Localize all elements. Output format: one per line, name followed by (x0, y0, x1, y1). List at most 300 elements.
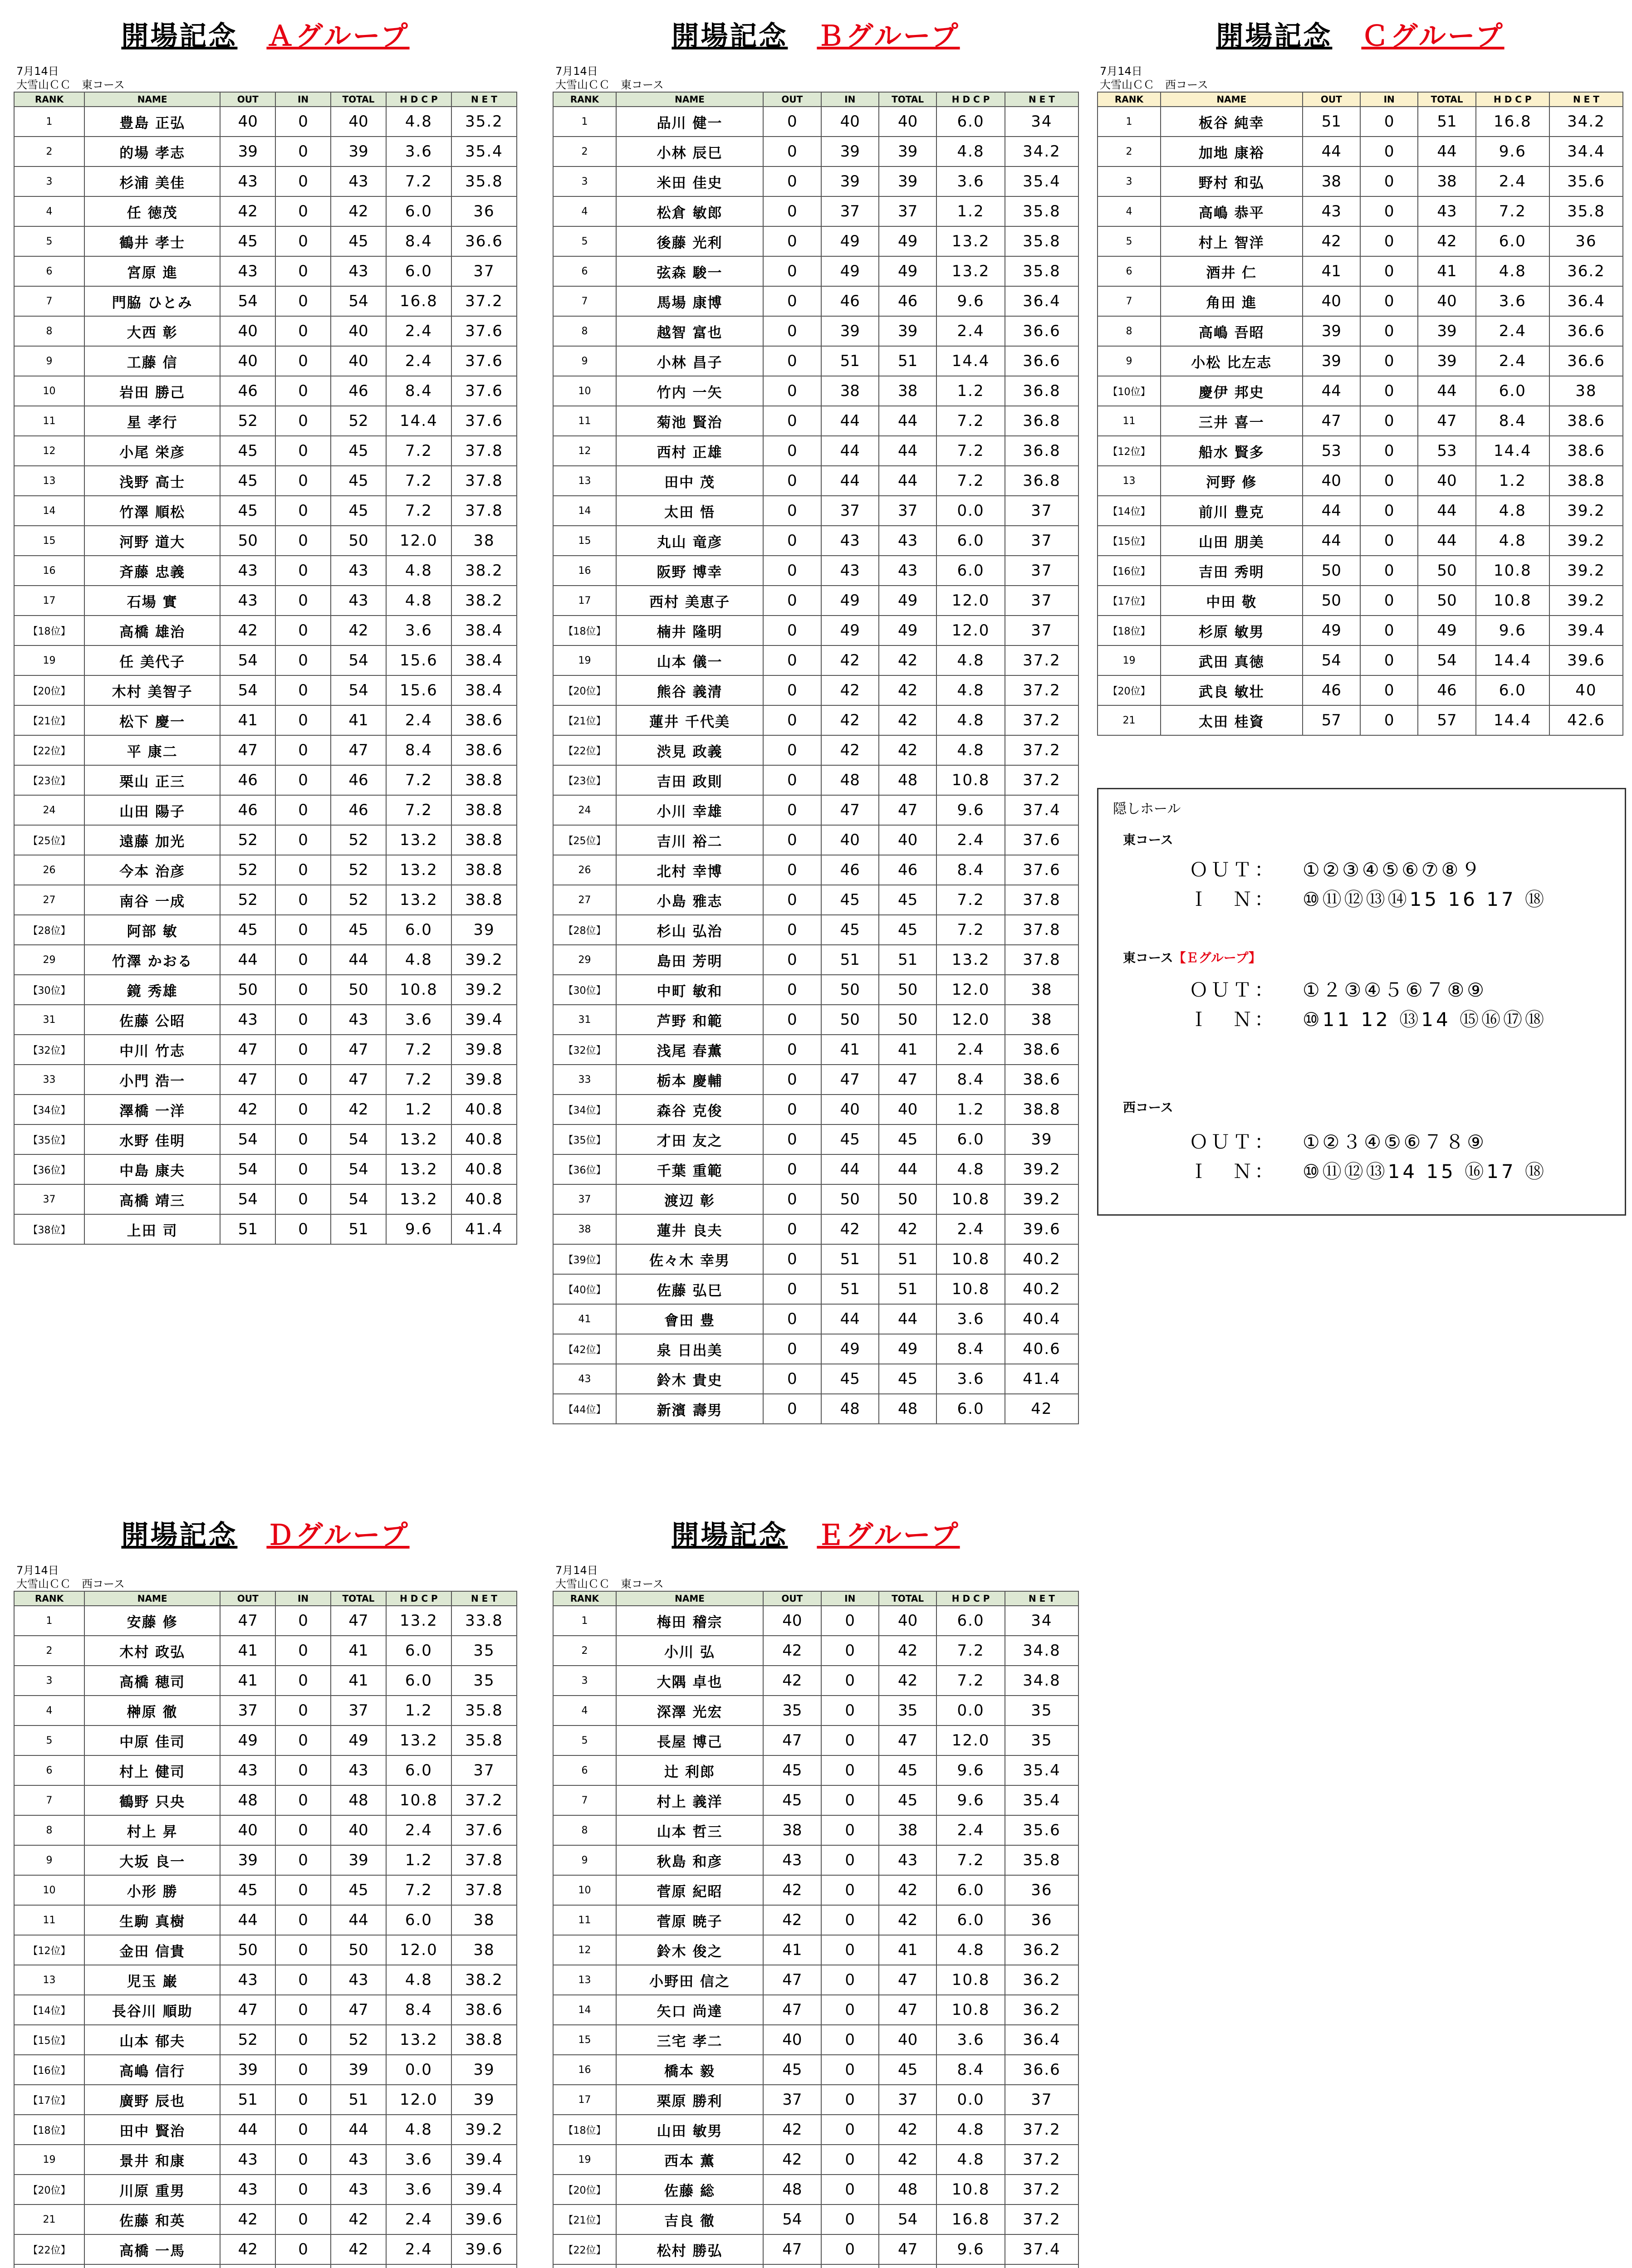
table-row (553, 735, 1078, 765)
in-cell: 0 (275, 1995, 331, 2025)
rank-cell: 【12位】 (14, 1935, 84, 1965)
rank-cell: 【35位】 (553, 1124, 616, 1154)
rank-cell: 33 (14, 1065, 84, 1095)
rank-cell: 4 (14, 196, 84, 226)
out-cell: 52 (220, 2025, 275, 2055)
net-cell: 38.6 (1005, 1035, 1078, 1065)
rank-cell: 7 (553, 1785, 616, 1815)
net-cell: 39.8 (451, 1035, 517, 1065)
net-cell: 37.2 (1005, 2175, 1078, 2204)
in-cell: 0 (1360, 166, 1418, 196)
in-cell: 50 (821, 1184, 879, 1214)
name-cell: 浅尾 春薫 (616, 1035, 763, 1065)
group-e (553, 1517, 1079, 2268)
rank-cell: 【21位】 (14, 705, 84, 735)
hdcp-cell: 3.6 (1476, 286, 1549, 316)
table-row (14, 1666, 517, 1696)
out-cell: 0 (763, 376, 821, 406)
total-cell: 49 (879, 226, 936, 256)
hdcp-cell: 6.0 (386, 1666, 451, 1696)
out-cell: 40 (763, 2025, 821, 2055)
total-cell: 41 (879, 1035, 936, 1065)
table-row (1098, 705, 1623, 735)
total-cell: 37 (879, 196, 936, 226)
out-cell: 44 (220, 1905, 275, 1935)
in-cell: 0 (275, 496, 331, 526)
rank-cell: 12 (14, 436, 84, 466)
col-net-header: N E T (1005, 1591, 1078, 1606)
name-cell: 佐藤 総 (616, 2175, 763, 2204)
out-cell: 43 (220, 2175, 275, 2204)
total-cell: 47 (331, 735, 386, 765)
net-cell: 39.6 (1005, 1214, 1078, 1244)
hidden-holes-title: 隠しホール (1113, 801, 1181, 817)
net-cell: 39 (451, 2055, 517, 2085)
in-cell: 0 (821, 1875, 879, 1905)
name-cell: 蓮井 千代美 (616, 705, 763, 735)
hdcp-cell: 4.8 (936, 1154, 1005, 1184)
name-cell: 森谷 克俊 (616, 1095, 763, 1124)
name-cell: 河野 道大 (84, 526, 220, 556)
rank-cell: 19 (553, 2145, 616, 2175)
in-cell: 0 (275, 2115, 331, 2145)
rank-cell: 12 (553, 1935, 616, 1965)
net-cell: 36 (1005, 1905, 1078, 1935)
net-cell: 34.2 (1549, 107, 1623, 137)
rank-cell: 27 (14, 885, 84, 915)
table-row (553, 1394, 1078, 1424)
hdcp-cell: 0.0 (936, 1696, 1005, 1725)
total-cell: 51 (331, 1214, 386, 1244)
net-cell: 37.2 (1005, 675, 1078, 705)
col-name-header: NAME (1161, 92, 1303, 107)
hdcp-cell: 1.2 (386, 1696, 451, 1725)
hdcp-cell: 4.8 (936, 137, 1005, 166)
rank-cell: 24 (14, 795, 84, 825)
in-cell: 39 (821, 166, 879, 196)
net-cell: 40.2 (1005, 1274, 1078, 1304)
name-cell: 菅原 紀昭 (616, 1875, 763, 1905)
rank-cell: 14 (553, 496, 616, 526)
name-cell: 鈴木 貴史 (616, 1364, 763, 1394)
net-cell: 38.8 (451, 855, 517, 885)
table-row (14, 2264, 517, 2268)
rank-cell: 【35位】 (14, 1124, 84, 1154)
in-cell: 51 (821, 945, 879, 975)
net-cell: 37 (1005, 496, 1078, 526)
out-cell: 47 (220, 1995, 275, 2025)
hdcp-cell: 8.4 (386, 226, 451, 256)
name-cell: 竹内 一矢 (616, 376, 763, 406)
in-cell: 0 (275, 556, 331, 586)
table-header (1098, 92, 1623, 107)
hdcp-cell: 1.2 (936, 376, 1005, 406)
net-cell: 37.6 (1005, 855, 1078, 885)
table-row (14, 436, 517, 466)
table-row (14, 1636, 517, 1666)
table-row (1098, 436, 1623, 466)
out-cell: 43 (220, 1755, 275, 1785)
table-row (553, 436, 1078, 466)
in-cell: 0 (275, 1636, 331, 1666)
total-cell: 43 (331, 556, 386, 586)
table-row (553, 945, 1078, 975)
rank-cell: 5 (553, 1725, 616, 1755)
out-cell: 0 (763, 346, 821, 376)
total-cell: 49 (879, 256, 936, 286)
total-cell: 52 (331, 2025, 386, 2055)
hidden-holes-box (1097, 788, 1626, 1216)
out-cell: 0 (763, 526, 821, 556)
total-cell: 43 (1418, 196, 1475, 226)
table-row (1098, 107, 1623, 137)
net-cell: 37.2 (1005, 2115, 1078, 2145)
table-row (14, 1845, 517, 1875)
col-in-header: IN (1360, 92, 1418, 107)
total-cell: 46 (331, 765, 386, 795)
in-cell: 50 (821, 1005, 879, 1035)
rank-cell: 【21位】 (553, 2204, 616, 2234)
col-in-header: IN (821, 92, 879, 107)
net-cell: 38 (451, 1935, 517, 1965)
rank-cell: 1 (1098, 107, 1161, 137)
out-cell: 0 (763, 166, 821, 196)
total-cell: 45 (331, 496, 386, 526)
total-cell: 43 (879, 1845, 936, 1875)
group-b (553, 18, 1079, 1424)
in-cell: 0 (275, 166, 331, 196)
hidden-holes-west-in: Ｉ Ｎ： ⑩⑪⑫⑬14 15 ⑯17 ⑱ (1189, 1160, 1547, 1183)
table-row (14, 1755, 517, 1785)
name-cell: 小川 幸雄 (616, 795, 763, 825)
rank-cell: 【36位】 (14, 1154, 84, 1184)
out-cell: 40 (220, 316, 275, 346)
hdcp-cell: 14.4 (936, 346, 1005, 376)
out-cell: 42 (763, 1875, 821, 1905)
total-cell: 50 (1418, 556, 1475, 586)
hdcp-cell: 10.8 (936, 1965, 1005, 1995)
hdcp-cell: 2.4 (936, 825, 1005, 855)
in-cell: 51 (821, 1244, 879, 1274)
name-cell: 吉田 政則 (616, 765, 763, 795)
table-row (14, 226, 517, 256)
net-cell: 38.6 (451, 1995, 517, 2025)
rank-cell: 【39位】 (553, 1244, 616, 1274)
hdcp-cell (386, 2264, 451, 2268)
rank-cell: 3 (553, 1666, 616, 1696)
hdcp-cell: 10.8 (936, 1274, 1005, 1304)
total-cell: 43 (331, 586, 386, 616)
total-cell: 54 (331, 675, 386, 705)
total-cell: 57 (1418, 705, 1475, 735)
rank-cell: 【23位】 (14, 765, 84, 795)
table-row (14, 975, 517, 1005)
table-row (553, 2145, 1078, 2175)
hdcp-cell: 6.0 (386, 1905, 451, 1935)
net-cell: 35.4 (1005, 1785, 1078, 1815)
table-row (14, 1815, 517, 1845)
in-cell: 0 (275, 1875, 331, 1905)
name-cell: 澤橋 一洋 (84, 1095, 220, 1124)
table-row (1098, 466, 1623, 496)
net-cell: 41.4 (451, 1214, 517, 1244)
net-cell: 35.6 (1549, 166, 1623, 196)
total-cell: 42 (331, 2204, 386, 2234)
group-c-table (1097, 92, 1623, 736)
table-row (14, 915, 517, 945)
total-cell: 40 (331, 346, 386, 376)
out-cell: 0 (763, 1394, 821, 1424)
rank-cell: 【20位】 (1098, 675, 1161, 705)
group-a-title: 開場記念 Ａグループ (121, 20, 410, 52)
rank-cell: 7 (1098, 286, 1161, 316)
table-row (553, 915, 1078, 945)
col-total-header: TOTAL (879, 92, 936, 107)
hdcp-cell: 12.0 (386, 526, 451, 556)
net-cell: 36.2 (1005, 1935, 1078, 1965)
hdcp-cell: 6.0 (936, 556, 1005, 586)
table-row (14, 166, 517, 196)
net-cell: 38 (1005, 1005, 1078, 1035)
hdcp-cell: 4.8 (936, 705, 1005, 735)
hdcp-cell: 3.6 (936, 1304, 1005, 1334)
name-cell: 小野田 信之 (616, 1965, 763, 1995)
total-cell: 43 (331, 1005, 386, 1035)
name-cell: 山田 朋美 (1161, 526, 1303, 556)
total-cell: 51 (331, 2085, 386, 2115)
total-cell: 48 (879, 1394, 936, 1424)
in-cell: 42 (821, 645, 879, 675)
total-cell: 37 (331, 1696, 386, 1725)
hdcp-cell: 8.4 (386, 735, 451, 765)
table-row (553, 526, 1078, 556)
name-cell: 三井 喜一 (1161, 406, 1303, 436)
hdcp-cell: 16.8 (936, 2204, 1005, 2234)
table-row (1098, 346, 1623, 376)
net-cell: 36 (1549, 226, 1623, 256)
total-cell: 39 (1418, 346, 1475, 376)
hdcp-cell: 6.0 (386, 915, 451, 945)
table-row (14, 1696, 517, 1725)
table-row (553, 226, 1078, 256)
rank-cell: 16 (553, 556, 616, 586)
rank-cell: 【18位】 (553, 616, 616, 645)
rank-cell: 【16位】 (14, 2055, 84, 2085)
name-cell: 渋見 政義 (616, 735, 763, 765)
in-cell: 0 (1360, 645, 1418, 675)
net-cell: 40.2 (1005, 1244, 1078, 1274)
rank-cell: 29 (553, 945, 616, 975)
out-cell: 52 (220, 885, 275, 915)
in-cell: 0 (821, 1755, 879, 1785)
net-cell: 36.6 (1005, 316, 1078, 346)
rank-cell: 【22位】 (14, 2234, 84, 2264)
rank-cell: 10 (14, 1875, 84, 1905)
total-cell: 40 (879, 2025, 936, 2055)
table-row (553, 1274, 1078, 1304)
table-row (1098, 166, 1623, 196)
in-cell: 0 (275, 196, 331, 226)
table-row (14, 2025, 517, 2055)
out-cell: 47 (220, 1065, 275, 1095)
in-cell: 0 (275, 2055, 331, 2085)
total-cell: 48 (879, 2175, 936, 2204)
net-cell: 35.6 (1005, 1815, 1078, 1845)
table-row (553, 1214, 1078, 1244)
table-row (553, 1184, 1078, 1214)
out-cell: 47 (763, 1725, 821, 1755)
name-cell: 佐藤 弘巳 (616, 1274, 763, 1304)
name-cell: 太田 悟 (616, 496, 763, 526)
out-cell: 50 (220, 526, 275, 556)
in-cell: 0 (275, 137, 331, 166)
out-cell: 45 (220, 915, 275, 945)
net-cell: 37.4 (1005, 795, 1078, 825)
in-cell: 43 (821, 556, 879, 586)
name-cell: 米田 佳史 (616, 166, 763, 196)
hdcp-cell: 7.2 (1476, 196, 1549, 226)
out-cell: 45 (220, 436, 275, 466)
hdcp-cell: 12.0 (936, 975, 1005, 1005)
in-cell: 0 (275, 705, 331, 735)
net-cell: 36.8 (1005, 466, 1078, 496)
in-cell: 0 (1360, 466, 1418, 496)
name-cell: 酒井 仁 (1161, 256, 1303, 286)
net-cell: 35 (451, 1666, 517, 1696)
net-cell: 38.8 (451, 795, 517, 825)
total-cell: 50 (331, 526, 386, 556)
rank-cell: 9 (14, 1845, 84, 1875)
rank-cell: 3 (14, 166, 84, 196)
total-cell: 41 (331, 1636, 386, 1666)
hdcp-cell: 7.2 (386, 166, 451, 196)
in-cell: 0 (275, 1935, 331, 1965)
name-cell: 木村 政弘 (84, 1636, 220, 1666)
name-cell: 菊池 賢治 (616, 406, 763, 436)
table-row (553, 1005, 1078, 1035)
rank-cell: 21 (14, 2204, 84, 2234)
in-cell: 0 (821, 1606, 879, 1636)
name-cell: 高橋 穂司 (84, 1666, 220, 1696)
net-cell: 39 (451, 2085, 517, 2115)
table-row (14, 855, 517, 885)
in-cell: 0 (275, 1184, 331, 1214)
in-cell: 0 (821, 1785, 879, 1815)
out-cell: 43 (220, 256, 275, 286)
out-cell: 0 (763, 1005, 821, 1035)
hidden-holes-east-in: Ｉ Ｎ： ⑩⑪⑫⑬⑭15 16 17 ⑱ (1189, 888, 1547, 910)
table-row (14, 1965, 517, 1995)
name-cell: 高橋 雄治 (84, 616, 220, 645)
total-cell: 52 (331, 825, 386, 855)
in-cell: 44 (821, 406, 879, 436)
hdcp-cell: 9.6 (936, 2234, 1005, 2264)
net-cell: 37.8 (451, 1845, 517, 1875)
col-name-header: NAME (84, 1591, 220, 1606)
hdcp-cell: 3.6 (936, 2025, 1005, 2055)
total-cell: 47 (331, 1065, 386, 1095)
net-cell: 38 (451, 1905, 517, 1935)
in-cell: 0 (275, 855, 331, 885)
out-cell: 0 (763, 855, 821, 885)
hdcp-cell: 0.0 (936, 2085, 1005, 2115)
total-cell: 40 (879, 1095, 936, 1124)
net-cell: 38.8 (1549, 466, 1623, 496)
total-cell: 54 (331, 645, 386, 675)
total-cell: 38 (879, 376, 936, 406)
rank-cell: 【20位】 (553, 675, 616, 705)
table-row (553, 1124, 1078, 1154)
name-cell: 鏡 秀雄 (84, 975, 220, 1005)
out-cell: 43 (220, 586, 275, 616)
name-cell: 田中 賢治 (84, 2115, 220, 2145)
net-cell: 39.2 (1005, 1154, 1078, 1184)
rank-cell: 10 (553, 376, 616, 406)
rank-cell: 11 (14, 406, 84, 436)
name-cell: 楠井 隆明 (616, 616, 763, 645)
in-cell: 51 (821, 346, 879, 376)
name-cell: 宮原 進 (84, 256, 220, 286)
net-cell: 37.2 (1005, 765, 1078, 795)
table-row (553, 885, 1078, 915)
rank-cell: 【22位】 (14, 735, 84, 765)
out-cell: 40 (220, 1815, 275, 1845)
out-cell: 0 (763, 256, 821, 286)
total-cell: 45 (331, 436, 386, 466)
table-row (14, 1065, 517, 1095)
in-cell: 0 (275, 2204, 331, 2234)
name-cell: 遠藤 加光 (84, 825, 220, 855)
table-row (553, 2204, 1078, 2234)
name-cell: 中田 敬 (1161, 586, 1303, 616)
rank-cell: 13 (553, 1965, 616, 1995)
name-cell: 阿部 敏 (84, 915, 220, 945)
in-cell: 0 (1360, 316, 1418, 346)
net-cell: 39.2 (451, 975, 517, 1005)
in-cell: 46 (821, 855, 879, 885)
net-cell: 37.6 (451, 316, 517, 346)
total-cell: 37 (879, 2085, 936, 2115)
table-row (14, 466, 517, 496)
name-cell: 中川 竹志 (84, 1035, 220, 1065)
table-row (1098, 286, 1623, 316)
col-hdcp-header: H D C P (936, 92, 1005, 107)
total-cell (879, 2264, 936, 2268)
out-cell: 42 (220, 2204, 275, 2234)
table-row (14, 1005, 517, 1035)
net-cell: 39 (1005, 1124, 1078, 1154)
hdcp-cell: 8.4 (936, 855, 1005, 885)
col-total-header: TOTAL (879, 1591, 936, 1606)
table-row (14, 1214, 517, 1244)
rank-cell: 13 (553, 466, 616, 496)
rank-cell: 4 (1098, 196, 1161, 226)
total-cell: 50 (1418, 586, 1475, 616)
hidden-holes-west-out: ＯＵＴ： ①②３④⑤⑥７８⑨ (1189, 1131, 1487, 1153)
rank-cell: 17 (14, 586, 84, 616)
table-row (553, 2085, 1078, 2115)
in-cell: 49 (821, 1334, 879, 1364)
hdcp-cell: 10.8 (936, 1184, 1005, 1214)
rank-cell: 【15位】 (1098, 526, 1161, 556)
in-cell: 0 (821, 1935, 879, 1965)
name-cell (84, 2264, 220, 2268)
total-cell: 47 (879, 1995, 936, 2025)
net-cell: 35.8 (451, 1696, 517, 1725)
total-cell: 51 (879, 945, 936, 975)
rank-cell: 21 (1098, 705, 1161, 735)
out-cell: 0 (763, 406, 821, 436)
